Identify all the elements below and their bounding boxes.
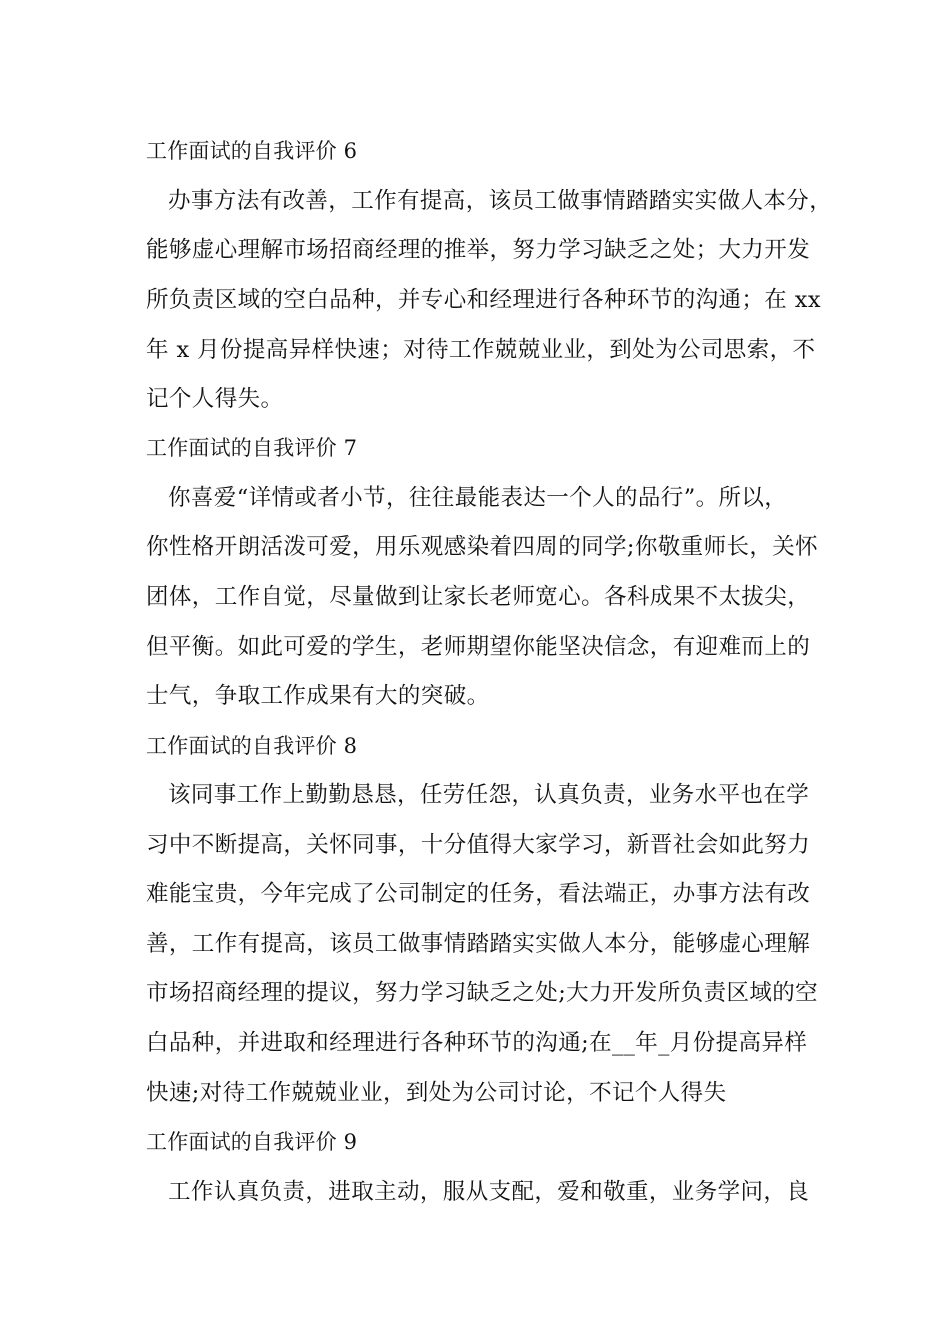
paragraph-line: 难能宝贵，今年完成了公司制定的任务，看法端正，办事方法有改 xyxy=(146,881,811,907)
paragraph-line: 团体，工作自觉，尽量做到让家长老师宽心。各科成果不太拔尖， xyxy=(146,584,811,610)
paragraph-line: 市场招商经理的提议，努力学习缺乏之处;大力开发所负责区域的空 xyxy=(146,980,819,1006)
paragraph-line: 士气，争取工作成果有大的突破。 xyxy=(146,683,490,709)
paragraph-line: 记个人得失。 xyxy=(146,386,284,412)
paragraph-line: 年 x 月份提高异样快速；对待工作兢兢业业，到处为公司思索，不 xyxy=(146,337,816,363)
paragraph-line: 但平衡。如此可爱的学生，老师期望你能坚决信念，有迎难而上的 xyxy=(146,634,811,660)
paragraph-line: 习中不断提高，关怀同事，十分值得大家学习，新晋社会如此努力 xyxy=(146,832,811,858)
section-heading-8: 工作面试的自我评价 8 xyxy=(146,734,358,758)
paragraph-line: 你喜爱“详情或者小节，往往最能表达一个人的品行”。所以， xyxy=(168,485,788,511)
paragraph-line: 办事方法有改善，工作有提高，该员工做事情踏踏实实做人本分， xyxy=(168,188,833,214)
paragraph-line: 白品种，并进取和经理进行各种环节的沟通;在__年_月份提高异样 xyxy=(146,1030,808,1056)
section-heading-6: 工作面试的自我评价 6 xyxy=(146,139,358,163)
section-heading-7: 工作面试的自我评价 7 xyxy=(146,436,358,460)
paragraph-line: 善，工作有提高，该员工做事情踏踏实实做人本分，能够虚心理解 xyxy=(146,931,811,957)
paragraph-line: 所负责区域的空白品种，并专心和经理进行各种环节的沟通；在 xx xyxy=(146,287,821,313)
paragraph-line: 能够虚心理解市场招商经理的推举，努力学习缺乏之处；大力开发 xyxy=(146,237,811,263)
paragraph-line: 快速;对待工作兢兢业业，到处为公司讨论，不记个人得失 xyxy=(146,1080,727,1106)
paragraph-line: 工作认真负责，进取主动，服从支配，爱和敬重，业务学问，良 xyxy=(168,1179,810,1205)
section-heading-9: 工作面试的自我评价 9 xyxy=(146,1130,358,1154)
paragraph-line: 你性格开朗活泼可爱，用乐观感染着四周的同学;你敬重师长，关怀 xyxy=(146,534,819,560)
paragraph-line: 该同事工作上勤勤恳恳，任劳任怨，认真负责，业务水平也在学 xyxy=(168,782,810,808)
